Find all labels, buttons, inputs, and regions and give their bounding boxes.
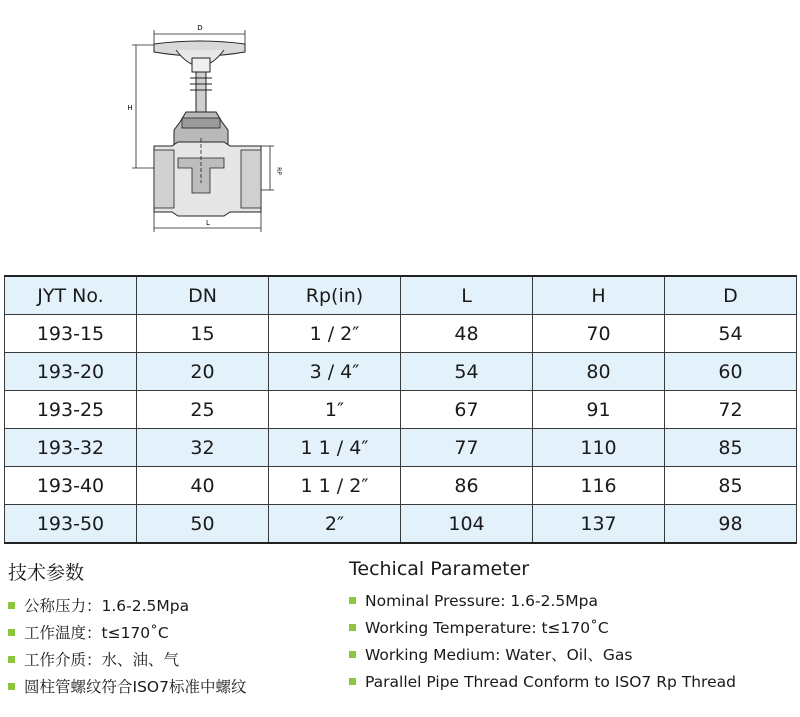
- list-item: [349, 617, 736, 644]
- spec-table: [4, 275, 797, 544]
- cell-h: 91: [533, 391, 665, 429]
- cell-dn: 15: [137, 315, 269, 353]
- param-text: Parallel Pipe Thread Conform to ISO7 Rp Thread: [365, 673, 736, 691]
- cell-rp: 1 1 / 2″: [269, 467, 401, 505]
- param-text: 圆柱管螺纹符合ISO7标准中螺纹: [24, 678, 247, 696]
- cell-d: 60: [665, 353, 797, 391]
- cell-dn: 32: [137, 429, 269, 467]
- cell-jyt-no: 193-25: [5, 391, 137, 429]
- list-item: [349, 590, 736, 617]
- cell-h: 116: [533, 467, 665, 505]
- col-header-d: D: [665, 276, 797, 315]
- param-text: 工作温度：t≤170˚C: [24, 624, 169, 642]
- cell-h: 137: [533, 505, 665, 544]
- list-item: [349, 644, 736, 671]
- list-item: [8, 676, 246, 703]
- cell-jyt-no: 193-40: [5, 467, 137, 505]
- col-header-rp: Rp(in): [269, 276, 401, 315]
- cell-d: 98: [665, 505, 797, 544]
- cell-d: 72: [665, 391, 797, 429]
- table-header-row: [5, 276, 797, 315]
- param-text: Working Medium: Water、Oil、Gas: [365, 646, 633, 664]
- param-text: Working Temperature: t≤170˚C: [365, 619, 609, 637]
- cell-h: 70: [533, 315, 665, 353]
- params-cn-title: 技术参数: [8, 562, 85, 584]
- square-bullet-icon: [8, 602, 15, 609]
- cell-jyt-no: 193-15: [5, 315, 137, 353]
- table-row: [5, 353, 797, 391]
- col-header-l: L: [401, 276, 533, 315]
- list-item: [8, 595, 246, 622]
- cell-l: 104: [401, 505, 533, 544]
- cell-l: 77: [401, 429, 533, 467]
- square-bullet-icon: [349, 651, 356, 658]
- square-bullet-icon: [8, 683, 15, 690]
- cell-jyt-no: 193-50: [5, 505, 137, 544]
- param-text: 公称压力：1.6-2.5Mpa: [24, 597, 190, 615]
- cell-h: 80: [533, 353, 665, 391]
- technical-parameters-cn: [8, 558, 246, 703]
- params-en-title: Techical Parameter: [349, 558, 530, 580]
- list-item: [349, 671, 736, 698]
- dim-label-h: H: [127, 104, 133, 112]
- cell-rp: 2″: [269, 505, 401, 544]
- cell-dn: 20: [137, 353, 269, 391]
- col-header-dn: DN: [137, 276, 269, 315]
- cell-l: 48: [401, 315, 533, 353]
- dim-label-rp: RP: [275, 167, 282, 175]
- cell-jyt-no: 193-20: [5, 353, 137, 391]
- cell-rp: 1 1 / 4″: [269, 429, 401, 467]
- table-row: [5, 505, 797, 544]
- table-row: [5, 315, 797, 353]
- cell-h: 110: [533, 429, 665, 467]
- square-bullet-icon: [8, 629, 15, 636]
- col-header-jyt-no: JYT No.: [5, 276, 137, 315]
- cell-d: 85: [665, 429, 797, 467]
- dim-label-d: D: [197, 24, 203, 32]
- list-item: [8, 622, 246, 649]
- param-text: 工作介质：水、油、气: [24, 651, 180, 669]
- valve-technical-drawing: [120, 18, 300, 240]
- cell-dn: 40: [137, 467, 269, 505]
- square-bullet-icon: [349, 624, 356, 631]
- table-row: [5, 429, 797, 467]
- cell-d: 54: [665, 315, 797, 353]
- cell-rp: 3 / 4″: [269, 353, 401, 391]
- param-text: Nominal Pressure: 1.6-2.5Mpa: [365, 592, 598, 610]
- cell-l: 67: [401, 391, 533, 429]
- square-bullet-icon: [8, 656, 15, 663]
- square-bullet-icon: [349, 678, 356, 685]
- params-cn-list: [8, 595, 246, 703]
- cell-dn: 25: [137, 391, 269, 429]
- table-row: [5, 467, 797, 505]
- table-row: [5, 391, 797, 429]
- technical-parameters-en: [349, 558, 736, 698]
- cell-dn: 50: [137, 505, 269, 544]
- cell-l: 86: [401, 467, 533, 505]
- cell-d: 85: [665, 467, 797, 505]
- col-header-h: H: [533, 276, 665, 315]
- square-bullet-icon: [349, 597, 356, 604]
- dim-label-l: L: [206, 219, 210, 227]
- cell-rp: 1 / 2″: [269, 315, 401, 353]
- params-en-list: [349, 590, 736, 698]
- cell-jyt-no: 193-32: [5, 429, 137, 467]
- cell-rp: 1″: [269, 391, 401, 429]
- cell-l: 54: [401, 353, 533, 391]
- list-item: [8, 649, 246, 676]
